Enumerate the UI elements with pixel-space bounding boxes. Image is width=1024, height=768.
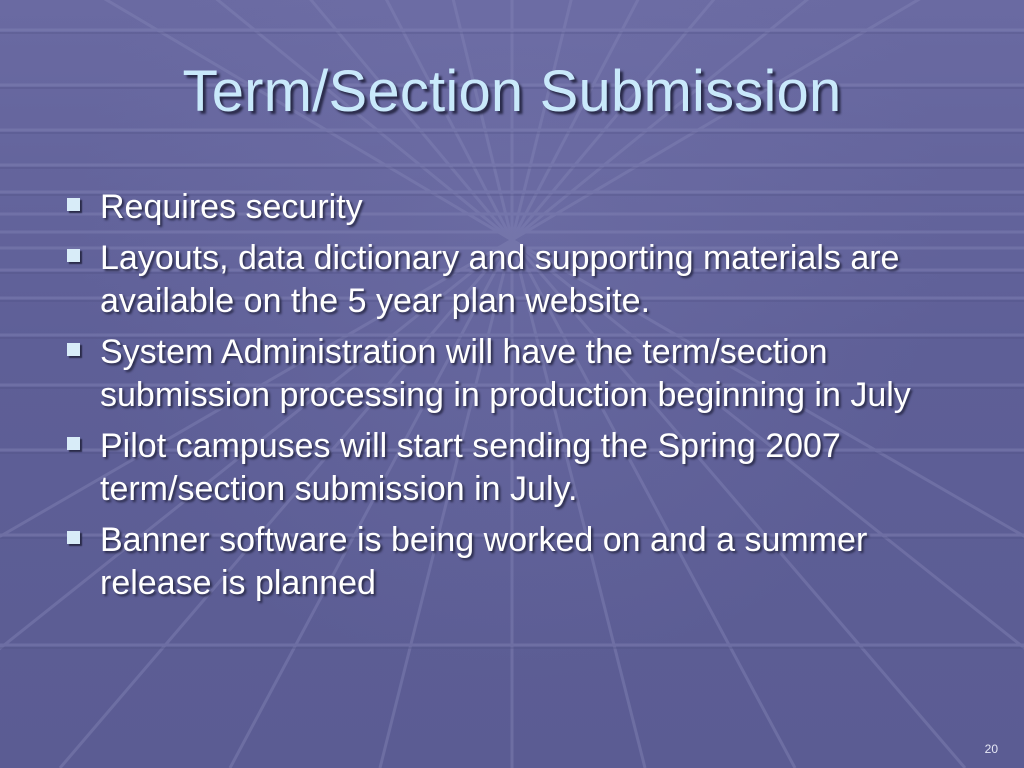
square-bullet-icon — [67, 531, 80, 544]
bullet-item — [62, 331, 972, 417]
square-bullet-icon — [67, 437, 80, 450]
bullet-item — [62, 519, 972, 605]
bullet-text: Requires security — [100, 188, 363, 226]
bullet-list — [62, 186, 972, 613]
slide-number: 20 — [984, 742, 998, 756]
bullet-text: Banner software is being worked on and a summer release is planned — [100, 521, 868, 602]
bullet-text: System Administration will have the term/section submission processing in production beginning in July — [100, 333, 911, 414]
bullet-item — [62, 186, 972, 229]
bullet-text: Layouts, data dictionary and supporting materials are available on the 5 year plan website. — [100, 239, 900, 320]
bullet-item — [62, 425, 972, 511]
bullet-text: Pilot campuses will start sending the Spring 2007 term/section submission in July. — [100, 427, 841, 508]
slide-title: Term/Section Submission — [182, 59, 842, 124]
square-bullet-icon — [67, 198, 80, 211]
square-bullet-icon — [67, 343, 80, 356]
bullet-item — [62, 237, 972, 323]
square-bullet-icon — [67, 249, 80, 262]
